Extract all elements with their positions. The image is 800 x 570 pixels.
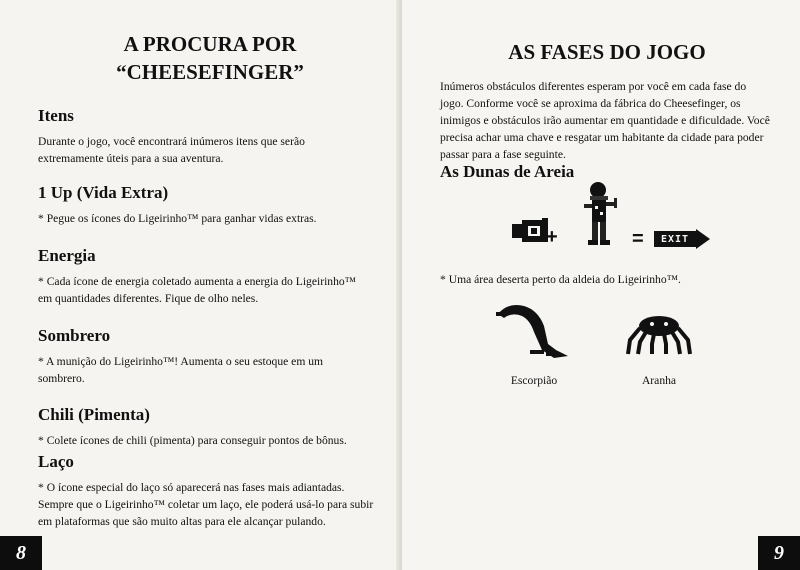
arrow-right-icon <box>696 229 710 249</box>
section-text-1up: * Pegue os ícones do Ligeirinho™ para ganhar vidas extras. <box>38 212 317 225</box>
plus-sign: + <box>546 226 558 248</box>
section-heading-chili: Chili (Pimenta) <box>38 405 150 424</box>
townsperson-icon <box>576 180 622 248</box>
right-page <box>402 0 800 570</box>
scorpion-icon <box>494 300 574 362</box>
section-heading-1up: 1 Up (Vida Extra) <box>38 183 169 202</box>
section-heading-sombrero: Sombrero <box>38 326 111 345</box>
section-heading-laco: Laço <box>38 452 74 471</box>
title-line-1: A PROCURA POR <box>123 32 297 56</box>
section-text-chili: * Colete ícones de chili (pimenta) para conseguir pontos de bônus. <box>38 434 347 447</box>
left-page-title <box>60 30 360 86</box>
section-text-itens: Durante o jogo, você encontrará inúmeros itens que serão extremamente úteis para a sua aventura. <box>38 135 305 165</box>
section-text-laco: * O ícone especial do laço só aparecerá nas fases mais adiantadas. Sempre que o Ligeirinho™ coletar um laço, ele poderá usá-lo para subir em plataformas que são muito altas para ele alcançar pulando. <box>38 481 374 528</box>
section-text-sombrero: * A munição do Ligeirinho™! Aumenta o seu estoque em um sombrero. <box>38 355 324 385</box>
section-heading-energia: Energia <box>38 246 96 265</box>
title-line-2: “CHEESEFINGER” <box>116 60 304 84</box>
spider-icon <box>624 312 694 356</box>
intro-paragraph: Inúmeros obstáculos diferentes esperam por você em cada fase do jogo. Conforme você se aproxima da fábrica do Cheesefinger, os inimigos e obstáculos irão aumentar em quantidade e dificuldade. Você precisa achar uma chave e resgatar um habitante da cidade para poder passar para a fase seguinte. <box>440 80 770 161</box>
right-page-title: AS FASES DO JOGO <box>508 40 706 64</box>
equals-sign: = <box>632 228 644 250</box>
enemy-name-spider: Aranha <box>641 374 677 387</box>
exit-sign: EXIT <box>654 231 696 247</box>
page-number-right: 9 <box>758 536 800 570</box>
area-description: * Uma área deserta perto da aldeia do Ligeirinho™. <box>440 273 681 286</box>
section-text-energia: * Cada ícone de energia coletado aumenta a energia do Ligeirinho™ em quantidades diferentes. Fique de olho neles. <box>38 275 357 305</box>
section-heading-itens: Itens <box>38 106 74 125</box>
page-number-left: 8 <box>0 536 42 570</box>
subheading-dunas: As Dunas de Areia <box>440 162 575 181</box>
enemy-name-scorpion: Escorpião <box>510 374 558 387</box>
